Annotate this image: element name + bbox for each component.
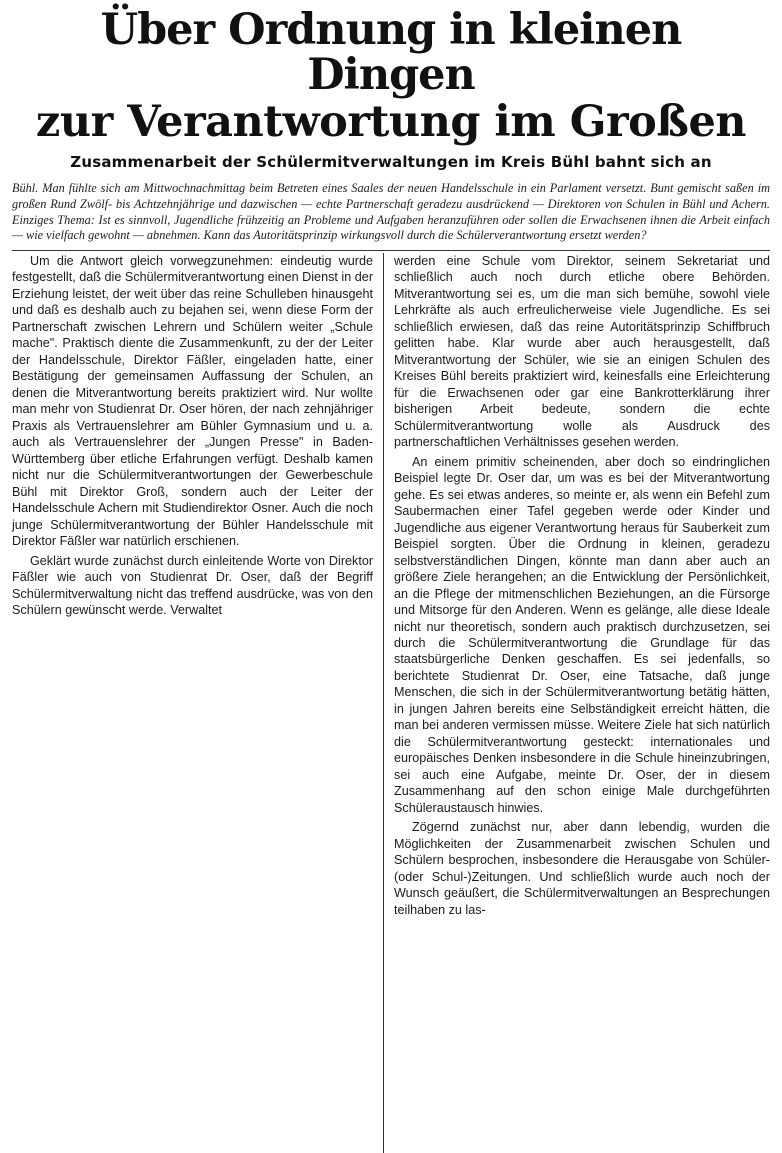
headline	[12, 5, 770, 148]
headline-line-1: Über Ordnung in kleinen Dingen	[100, 5, 682, 101]
body-paragraph: Um die Antwort gleich vorwegzunehmen: eindeutig wurde festgestellt, daß die Schülermitverantwortung einen Dienst in der Erziehung leistet, der weit über das reine Schulleben hinausgeht und daß es deshalb auch zu bejahen sei, wenn diese Form der Partnerschaft zwischen Lehrern und Schülern weiter „Schule mache". Praktisch diente die Zusammenkunft, zu der der Leiter der Handelsschule, Direktor Fäßler, eingeladen hatte, einer Bestätigung der gemeinsamen Auffassung der Schulen, an denen die Mitverantwortung bereits praktiziert wird. Nur wollte man mehr von Studienrat Dr. Oser hören, der nach zehnjähriger Praxis als Vertrauenslehrer am Bühler Gymnasium und u. a. auch als Vertrauenslehrer der „Jungen Presse" in Baden-Württemberg über etliche Erfahrungen verfügt. Deshalb kamen nicht nur die Schülermitverantwortungen der Gewerbeschule Bühl mit Direktor Groß, sondern auch der Leiter der Handelsschule Achern mit Studiendirektor Osner. Auch die noch junge Schülermitverantwortung der Bühler Handelsschule mit Direktor Fäßler war natürlich erschienen.	[12, 253, 374, 549]
body-paragraph: Geklärt wurde zunächst durch einleitende Worte von Direktor Fäßler wie auch von Studienrat Dr. Oser, daß der Begriff Schülermitverwaltung nicht das treffend ausdrücke, was von den Schülern gewünscht werde. Verwaltet	[12, 553, 374, 618]
divider	[12, 250, 770, 251]
article-body	[12, 253, 770, 1153]
body-paragraph: werden eine Schule vom Direktor, seinem Sekretariat und schließlich auch noch durch etliche obere Behörden. Mitverantwortung sei es, um die man sich bemühe, sowohl viele Lehrkräfte als auch erfreulicherweise viele Jugendliche. Es sei schließlich erwiesen, daß das reine Autoritätsprinzip Schiffbruch gelitten habe. Klar wurde aber auch herausgestellt, daß Mitverantwortung der Schüler, wie sie an einigen Schulen des Kreises Bühl bereits praktiziert wird, keinesfalls eine Erleichterung für die Erwachsenen oder gar eine Bankrotterklärung ihrer bisherigen Arbeit bedeute, sondern die echte Schülermitverantwortung wolle als Ausdruck des partnerschaftlichen Verhältnisses gesehen werden.	[394, 253, 770, 450]
subheadline: Zusammenarbeit der Schülermitverwaltungen im Kreis Bühl bahnt sich an	[70, 153, 712, 172]
lead-paragraph: Bühl. Man fühlte sich am Mittwochnachmittag beim Betreten eines Saales der neuen Handelsschule in ein Parlament versetzt. Bunt gemischt saßen im großen Rund Zwölf- bis Achtzehnjährige und dazwischen — echte Partnerschaft geradezu ausdrückend — Direktoren von Schulen in Bühl und Achern. Einziges Thema: Ist es sinnvoll, Jugendliche frühzeitig an Probleme und Aufgaben heranzuführen oder sollen die Erwachsenen ihnen die Arbeit einfach — wie vielfach gewohnt — abnehmen. Kann das Autoritätsprinzip wirkungsvoll durch die Schülerverantwortung ersetzt werden?	[12, 181, 770, 243]
body-paragraph: Zögernd zunächst nur, aber dann lebendig, wurden die Möglichkeiten der Zusammenarbeit zwischen Schulen und Schülern besprochen, insbesondere die Herausgabe von Schüler- (oder Schul-)Zeitungen. Und schließlich wurde auch noch der Wunsch geäußert, die Schülermitverwaltungen an Besprechungen teilhaben zu las-	[394, 820, 770, 917]
left-column	[12, 253, 383, 1153]
body-paragraph: An einem primitiv scheinenden, aber doch so eindringlichen Beispiel legte Dr. Oser dar, um was es bei der Mitverantwortung gehe. Es sei etwas anderes, so meinte er, als wenn ein Befehl zum Saubermachen einer Tafel gegeben werde oder Kinder und Jugendliche aus eigener Verantwortung heraus für Sauberkeit zum Beispiel sorgten. Über die Ordnung in kleinen, geradezu selbstverständlichen Dingen, könnte man dann aber auch an größere Ziele herangehen; an die Entwicklung der Persönlichkeit, an die Pflege der mitmenschlichen Beziehungen, an die Fürsorge und Mitsorge für den Anderen. Wenn es gelänge, alle diese Ideale nicht nur theoretisch, sondern auch praktisch durchzusetzen, sei durch die Schülermitverantwortung die Grundlage für das staatsbürgerliche Denken geschaffen. Es sei jedenfalls, so berichtete Studienrat Dr. Oser, eine Tatsache, daß junge Menschen, die sich in der Schülermitverantwortung betätig hätten, in jungen Jahren bereits eine Selbständigkeit erreicht hätten, die man bei anderen vermissen müsse. Weitere Ziele hat sich natürlich die Schülermitverantwortung gesteckt: internationales und europäisches Denken insbesondere in die Schule hineinzubringen, sei auch eine Aufgabe, meinte Dr. Oser, der in diesem Zusammenhang auf den schon einige Male durchgeführten Schüleraustausch hinwies.	[394, 454, 770, 815]
headline-line-2: zur Verantwortung im Großen	[35, 97, 747, 148]
right-column	[383, 253, 770, 1153]
